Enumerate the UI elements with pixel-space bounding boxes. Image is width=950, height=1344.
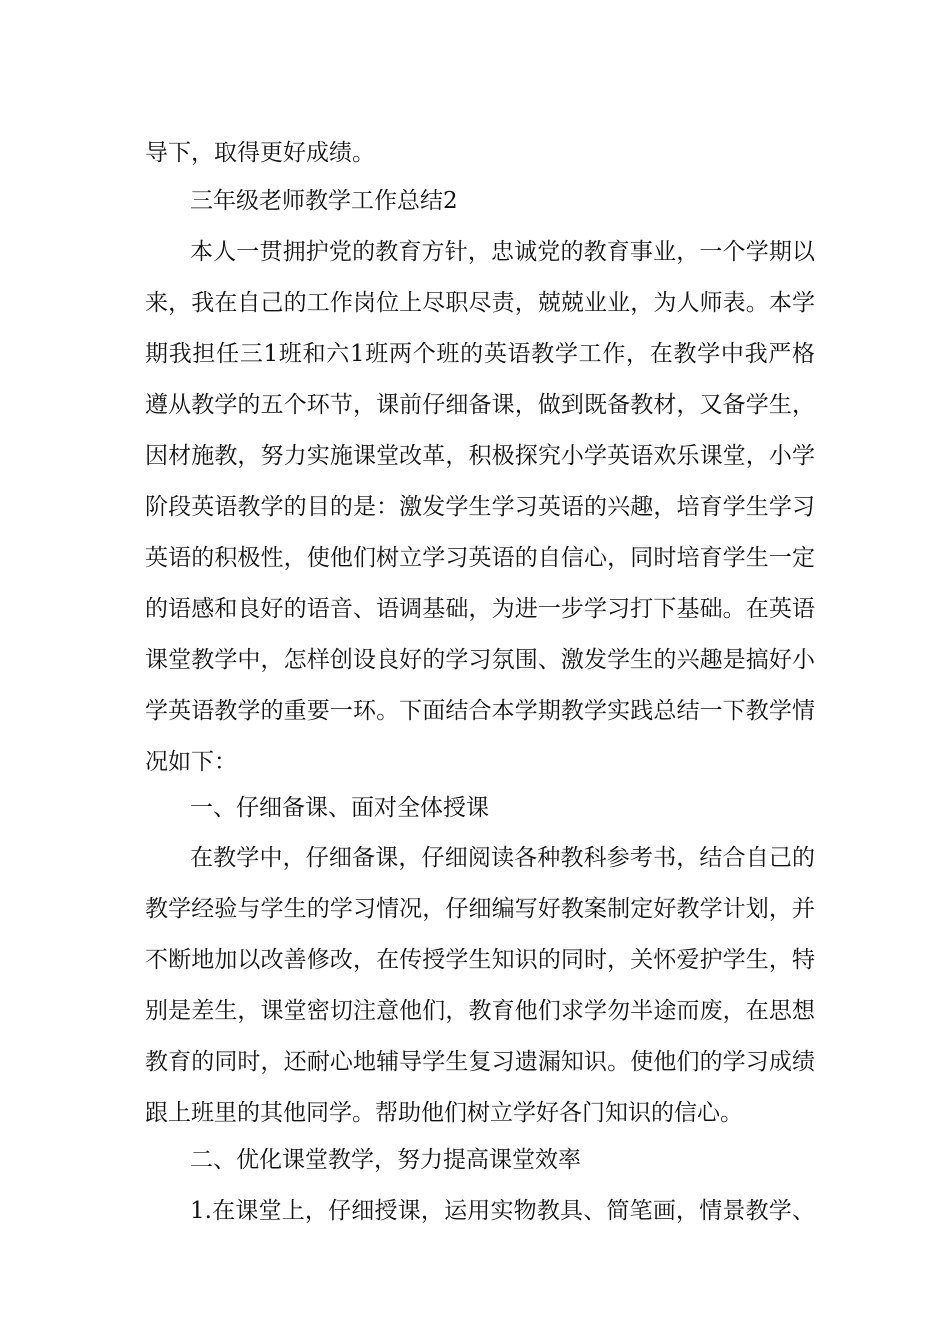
paragraph-line: 来，我在自己的工作岗位上尽职尽责，兢兢业业，为人师表。本学 (145, 290, 815, 316)
paragraph-line: 况如下： (145, 749, 237, 775)
paragraph-line: 阶段英语教学的目的是：激发学生学习英语的兴趣，培育学生学习 (145, 494, 815, 520)
subsection-heading-2: 二、优化课堂教学，努力提高课堂效率 (190, 1147, 581, 1173)
paragraph-line: 不断地加以改善修改，在传授学生知识的同时，关怀爱护学生，特 (145, 947, 815, 973)
paragraph-line: 跟上班里的其他同学。帮助他们树立学好各门知识的信心。 (145, 1100, 743, 1126)
paragraph-line: 的语感和良好的语音、语调基础，为进一步学习打下基础。在英语 (145, 596, 815, 622)
paragraph-line: 英语的积极性，使他们树立学习英语的自信心，同时培育学生一定 (145, 545, 815, 571)
subsection-heading-1: 一、仔细备课、面对全体授课 (190, 795, 489, 821)
paragraph-line: 因材施教，努力实施课堂改革，积极探究小学英语欢乐课堂，小学 (145, 443, 815, 469)
paragraph-line: 课堂教学中，怎样创设良好的学习氛围、激发学生的兴趣是搞好小 (145, 647, 815, 673)
paragraph-line: 1.在课堂上，仔细授课，运用实物教具、简笔画，情景教学、 (190, 1198, 815, 1224)
paragraph-line: 本人一贯拥护党的教育方针，忠诚党的教育事业，一个学期以 (190, 239, 815, 265)
paragraph-line: 遵从教学的五个环节，课前仔细备课，做到既备教材，又备学生， (145, 392, 815, 418)
paragraph-line: 教育的同时，还耐心地辅导学生复习遗漏知识。使他们的学习成绩 (145, 1049, 815, 1075)
paragraph-tail-line: 导下，取得更好成绩。 (145, 140, 375, 166)
paragraph-line: 教学经验与学生的学习情况，仔细编写好教案制定好教学计划，并 (145, 896, 815, 922)
paragraph-line: 学英语教学的重要一环。下面结合本学期教学实践总结一下教学情 (145, 698, 815, 724)
section-title: 三年级老师教学工作总结2 (190, 188, 458, 214)
paragraph-line: 期我担任三1班和六1班两个班的英语教学工作，在教学中我严格 (145, 341, 815, 367)
paragraph-line: 在教学中，仔细备课，仔细阅读各种教科参考书，结合自己的 (190, 845, 815, 871)
paragraph-line: 别是差生，课堂密切注意他们，教育他们求学勿半途而废，在思想 (145, 998, 815, 1024)
